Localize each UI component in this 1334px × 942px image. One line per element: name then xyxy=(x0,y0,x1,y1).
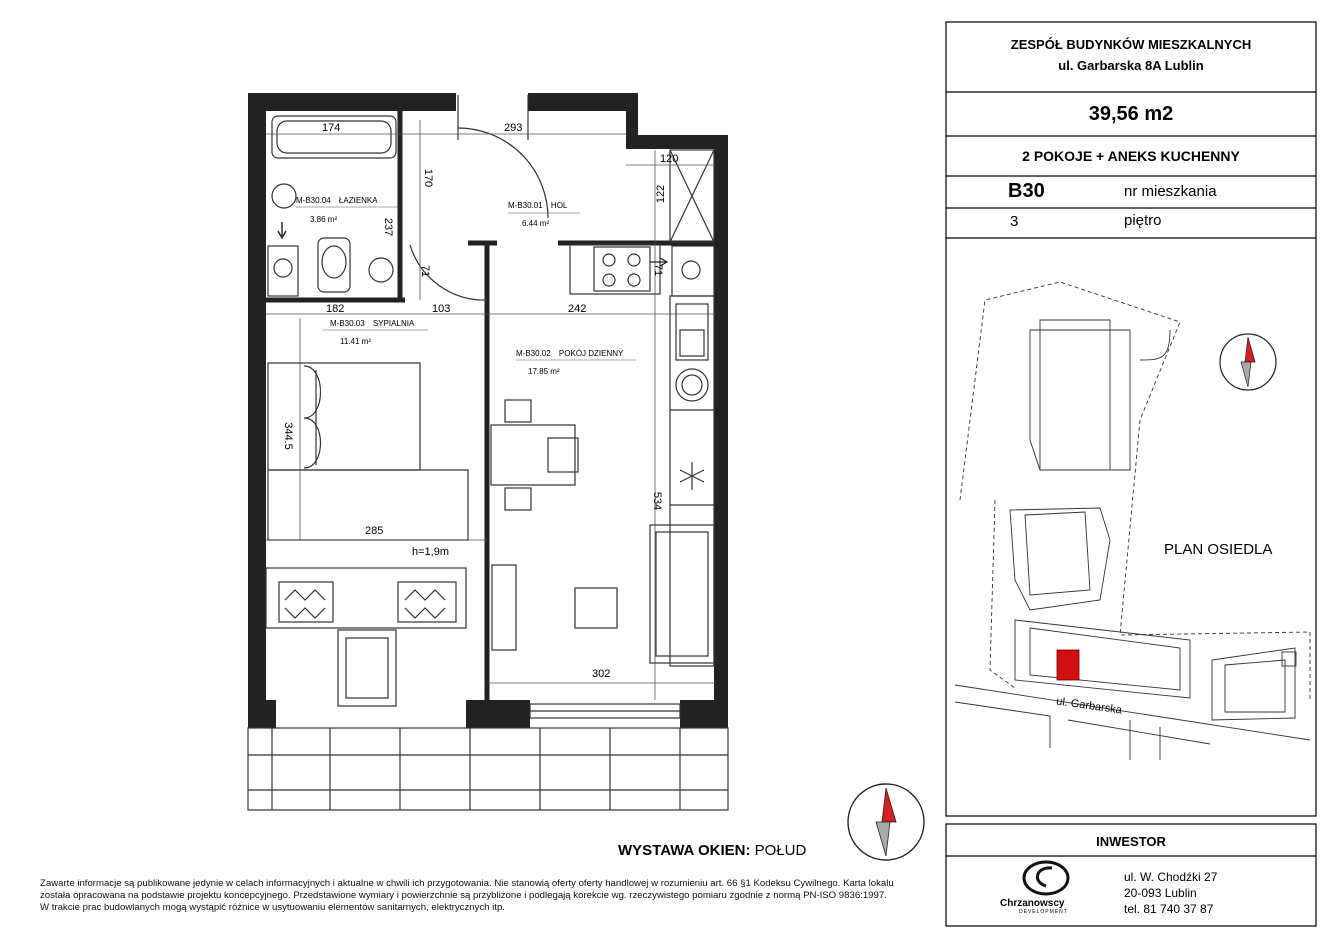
apartment-number: B30 xyxy=(1008,180,1045,202)
apartment-rooms: 2 POKOJE + ANEKS KUCHENNY xyxy=(1022,148,1240,164)
room-code: M-B30.02 xyxy=(516,349,551,358)
kitchen-counter xyxy=(570,244,660,294)
site-plan-title: PLAN OSIEDLA xyxy=(1164,541,1273,558)
disclaimer-line: Zawarte informacje są publikowane jedynie w celach informacyjnych i aktualne w chwili ich przygotowania. Nie stanowią oferty oferty handlowej w rozumieniu art. 66 §1 Kodeksu Cywilnego. Karta lokalu xyxy=(40,878,894,889)
room-label-living xyxy=(516,349,623,358)
dimension-label: 293 xyxy=(504,122,523,134)
bed xyxy=(268,363,420,470)
room-name: POKÓJ DZIENNY xyxy=(558,349,624,358)
project-address: ul. Garbarska 8A Lublin xyxy=(1058,58,1204,73)
ceiling-height-label: h=1,9m xyxy=(412,546,449,558)
room-code: M-B30.01 xyxy=(508,201,543,210)
room-area-bathroom: 3.86 m² xyxy=(310,215,338,224)
street-label: ul. Garbarska xyxy=(1055,695,1123,717)
fridge-symbol xyxy=(680,462,704,490)
investor-heading: INWESTOR xyxy=(1096,834,1166,849)
room-label-bedroom xyxy=(330,319,414,328)
investor-logo-text: Chrzanowscy xyxy=(1000,898,1065,909)
investor-address-line2: 20-093 Lublin xyxy=(1124,886,1197,900)
dimension-label: 103 xyxy=(432,303,451,315)
apartment-location-marker xyxy=(1057,650,1079,680)
sofa xyxy=(650,525,714,663)
dimension-label: 534 xyxy=(651,491,664,511)
room-area-hall: 6.44 m² xyxy=(522,219,550,228)
dimension-label: 237 xyxy=(382,217,395,237)
investor-logo-icon xyxy=(1024,862,1068,894)
exposure-value: POŁUD xyxy=(754,842,807,859)
window-exposure xyxy=(618,842,806,859)
room-code: M-B30.03 xyxy=(330,319,365,328)
apartment-number-label: nr mieszkania xyxy=(1124,183,1217,200)
terrace xyxy=(248,728,728,810)
floor-label: piętro xyxy=(1124,212,1162,229)
apartment-area: 39,56 m2 xyxy=(1088,103,1174,125)
room-label-bathroom xyxy=(296,196,378,205)
dimension-label: 71 xyxy=(419,264,432,278)
project-title: ZESPÓŁ BUDYNKÓW MIESZKALNYCH xyxy=(1010,37,1252,52)
balcony-frame xyxy=(266,568,466,628)
room-code: M-B30.04 xyxy=(296,196,331,205)
room-name: SYPIALNIA xyxy=(372,319,415,328)
dimension-label: 344.5 xyxy=(281,422,294,450)
dimension-label: 174 xyxy=(322,122,341,134)
disclaimer xyxy=(40,878,940,914)
investor-address-line1: ul. W. Chodźki 27 xyxy=(1124,870,1218,884)
exposure-label: WYSTAWA OKIEN: xyxy=(618,842,751,859)
dimension-label: 182 xyxy=(326,303,345,315)
dimension-label: 122 xyxy=(655,184,668,204)
disclaimer-line: W trakcie prac budowlanych mogą wystąpić różnice w usytuowaniu elementów sanitarnych, elektrycznych itp. xyxy=(40,902,505,913)
room-label-hall xyxy=(508,201,567,210)
floor-number: 3 xyxy=(1010,213,1019,230)
investor-logo-sub: DEVELOPMENT xyxy=(1019,909,1068,915)
room-name: HOL xyxy=(550,201,568,210)
investor-phone: tel. 81 740 37 87 xyxy=(1124,902,1214,916)
disclaimer-line: została opracowana na podstawie projektu koncepcyjnego. Przedstawione wymiary i powierzchnie są przybliżone i podlegają korekcie wg. rzeczywistego pomiaru zgodnie z normą PN-ISO 9836:1997. xyxy=(40,890,887,901)
dimension-label: 71 xyxy=(652,263,665,277)
room-area-bedroom: 11.41 m² xyxy=(340,337,371,346)
dimension-label: 302 xyxy=(592,668,611,680)
washbasin xyxy=(272,184,296,208)
room-name: ŁAZIENKA xyxy=(338,196,378,205)
room-area-living: 17.85 m² xyxy=(528,367,560,376)
coffee-table xyxy=(575,588,617,628)
dimension-label: 285 xyxy=(365,525,384,537)
north-arrow-icon xyxy=(848,784,924,860)
dining-table xyxy=(491,425,575,485)
dimension-label: 120 xyxy=(660,153,679,165)
dimension-label: 242 xyxy=(568,303,587,315)
site-north-arrow-icon xyxy=(1220,334,1276,390)
dimension-label: 170 xyxy=(422,168,435,188)
